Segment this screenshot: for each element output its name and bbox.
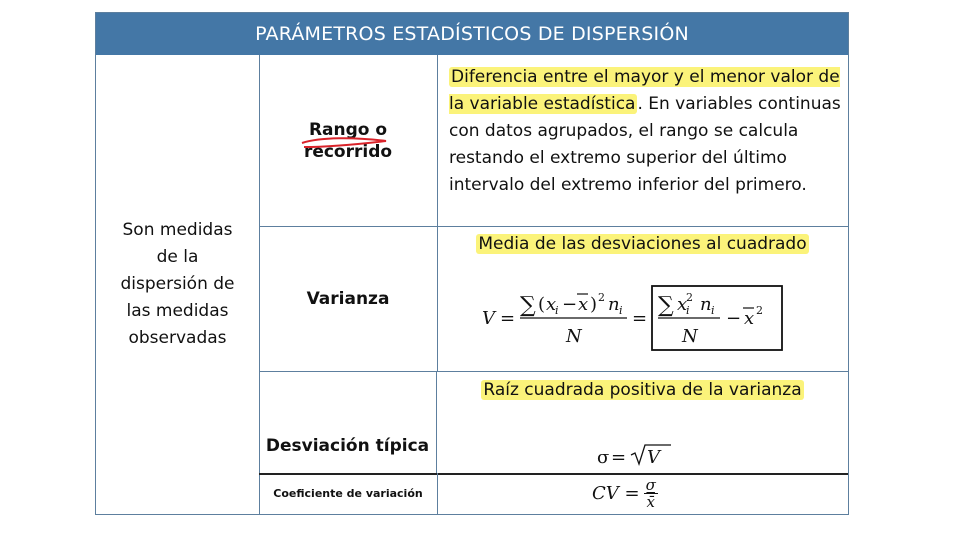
rango-description (449, 64, 849, 199)
rango-highlight-text: Diferencia entre el mayor y el menor valor de la variable estadística (449, 67, 840, 114)
varianza-name: Varianza (259, 226, 438, 371)
svg-text:2: 2 (756, 304, 763, 317)
rango-name-cell (259, 55, 438, 226)
desviacion-formula (597, 439, 677, 469)
svg-text:): ) (590, 294, 598, 315)
svg-text:−: − (562, 294, 578, 315)
row-coeficiente-variacion (259, 473, 848, 514)
svg-text:N: N (566, 326, 582, 347)
cv-lhs: CV = (592, 483, 640, 504)
slide (95, 12, 849, 515)
left-category-cell (96, 55, 260, 514)
svg-text:i: i (711, 304, 715, 317)
svg-text:2: 2 (598, 291, 605, 304)
desviacion-desc-cell (437, 371, 848, 473)
cv-fraction (644, 477, 658, 510)
coeficiente-formula (592, 477, 658, 510)
svg-text:V: V (647, 447, 660, 468)
varianza-formula (482, 284, 822, 354)
desviacion-description (437, 380, 848, 400)
desviacion-name: Desviación típica (259, 371, 437, 473)
svg-text:=: = (632, 308, 648, 329)
svg-text:x: x (677, 294, 688, 315)
desviacion-highlight-text: Raíz cuadrada positiva de la varianza (483, 380, 802, 400)
cv-numerator: σ (645, 476, 656, 494)
svg-text:i: i (555, 304, 559, 317)
varianza-highlight-text: Media de las desviaciones al cuadrado (478, 234, 807, 254)
svg-text:x: x (744, 308, 755, 329)
rango-name (304, 119, 392, 163)
rango-name-line2: recorrido (303, 141, 393, 162)
svg-text:x: x (546, 294, 557, 315)
svg-text:n: n (608, 294, 620, 315)
svg-text:(: ( (538, 294, 546, 315)
svg-text:−: − (726, 308, 742, 329)
svg-text:x: x (578, 294, 589, 315)
svg-text:σ: σ (597, 447, 610, 468)
row-varianza (259, 226, 848, 372)
varianza-desc-cell (437, 226, 848, 371)
svg-text:i: i (686, 304, 690, 317)
svg-text:V: V (482, 308, 495, 329)
rango-rest-text: . En variables continuas con datos agrupados, el rango se calcula restando el extremo superior del último intervalo del extremo inferior del primero. (449, 94, 841, 195)
svg-text:i: i (619, 304, 623, 317)
svg-text:n: n (700, 294, 712, 315)
cv-denominator: x̄ (646, 493, 655, 511)
rango-desc-cell (437, 55, 848, 226)
red-pen-underline-icon (300, 135, 390, 151)
left-category-label: Son medidas de la dispersión de las medidas observadas (120, 220, 235, 348)
svg-text:N: N (682, 326, 698, 347)
svg-text:2: 2 (686, 291, 693, 304)
varianza-description (437, 234, 848, 254)
svg-text:∑: ∑ (520, 293, 536, 318)
row-rango (259, 55, 848, 227)
coeficiente-desc-cell (437, 473, 848, 514)
svg-text:∑: ∑ (658, 293, 674, 318)
rango-name-line1: Rango o (308, 119, 388, 140)
coeficiente-name: Coeficiente de variación (259, 473, 438, 514)
slide-title: PARÁMETROS ESTADÍSTICOS DE DISPERSIÓN (96, 13, 848, 55)
svg-text:=: = (500, 308, 516, 329)
row-desviacion-tipica (259, 371, 848, 475)
svg-text:=: = (611, 447, 627, 468)
